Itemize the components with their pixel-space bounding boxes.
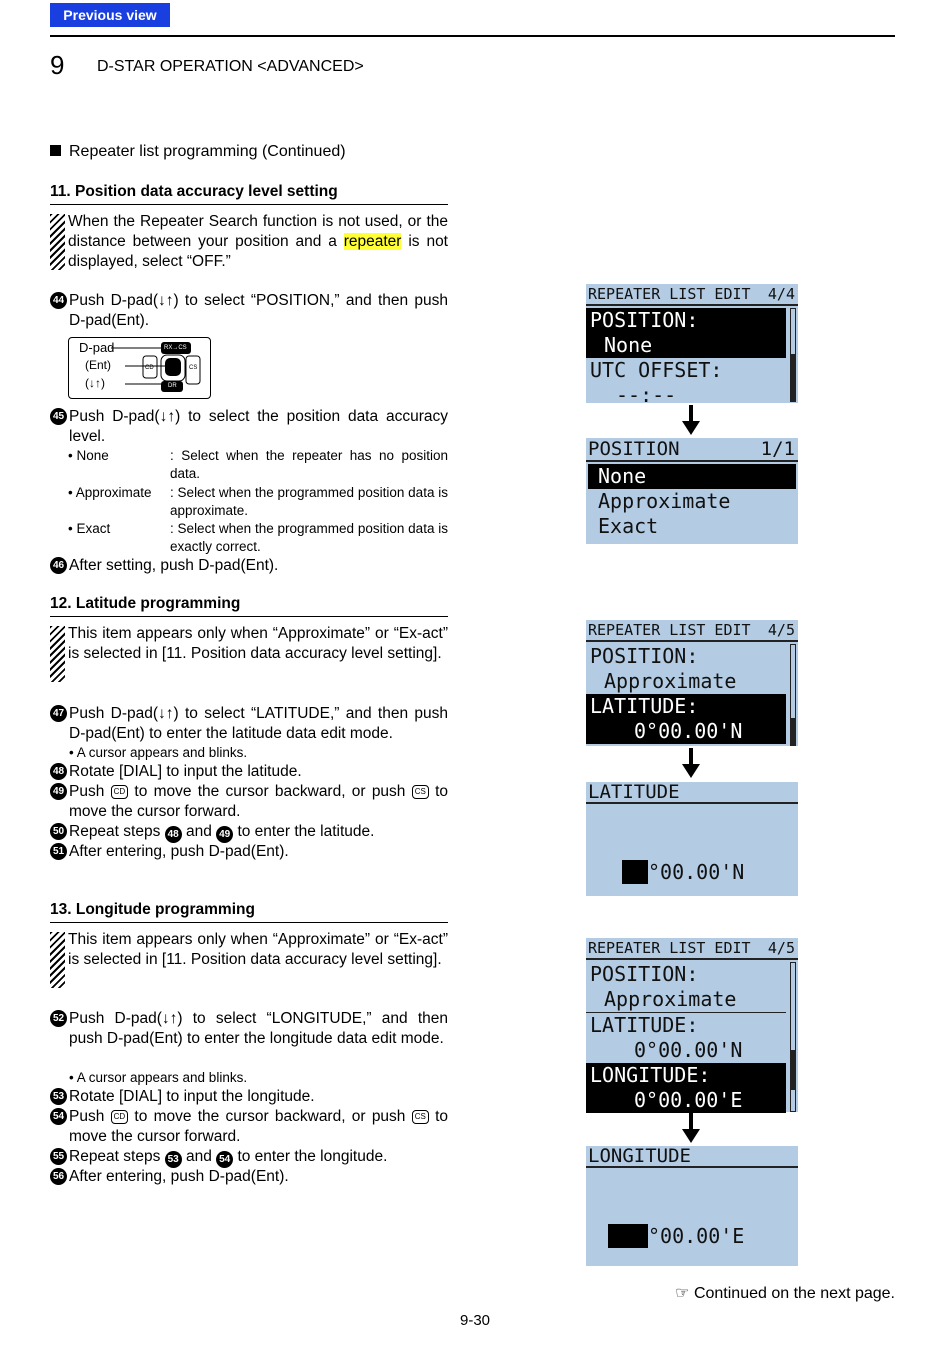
step-text: to enter the latitude.: [233, 823, 375, 840]
dpad-cs-label: CS: [189, 365, 198, 371]
step-text: After entering, push D-pad(Ent).: [69, 1168, 289, 1185]
lcd-row-position-value: Approximate: [604, 669, 737, 693]
step-45: [50, 407, 448, 447]
option-desc: : Select when the repeater has no position data.: [170, 448, 448, 481]
step-44: [50, 291, 448, 331]
step-48: [50, 762, 448, 782]
s13-note-text: This item appears only when “Approximate” or “Ex-act” is selected in [11. Position data accuracy level setting].: [68, 931, 448, 968]
step-text: Rotate [DIAL] to input the longitude.: [69, 1088, 315, 1105]
option-desc: : Select when the programmed position data is exactly correct.: [170, 521, 448, 554]
step-ref-icon: 53: [165, 1151, 182, 1168]
lcd-page: 4/5: [767, 621, 795, 639]
lcd-row-position: POSITION:: [590, 962, 699, 986]
section-title: [50, 143, 346, 161]
lcd-scrollbar-thumb: [791, 354, 795, 401]
step-number-icon: 50: [50, 823, 67, 840]
step-text: Push: [69, 783, 111, 800]
s13-note: [50, 930, 448, 970]
option-key: • Approximate: [68, 485, 152, 500]
step-number-icon: 53: [50, 1088, 67, 1105]
header-rule: [50, 35, 895, 37]
step-number-icon: 49: [50, 783, 67, 800]
s11-note: [50, 212, 448, 272]
cs-key-icon: CS: [412, 1110, 429, 1124]
step-51: [50, 842, 448, 862]
step-ref-icon: 49: [216, 826, 233, 843]
step-number-icon: 52: [50, 1010, 67, 1027]
s12-note: [50, 624, 448, 664]
step-text: to enter the longitude.: [233, 1148, 388, 1165]
step-54: [50, 1107, 448, 1147]
lcd-scrollbar-thumb: [791, 1050, 795, 1090]
step-number-icon: 56: [50, 1168, 67, 1185]
lcd-repeater-list-edit-1: [586, 284, 798, 407]
cd-key-icon: CD: [111, 1110, 129, 1124]
step-55: [50, 1147, 448, 1167]
step-text: Push D-pad(↓↑) to select “LONGITUDE,” and then push D-pad(Ent) to enter the longitude data edit mode.: [69, 1010, 448, 1047]
step-52: [50, 1009, 448, 1049]
option-none: [68, 447, 448, 483]
lcd-latitude-value: °00.00'N: [648, 860, 745, 884]
step-number-icon: 54: [50, 1108, 67, 1125]
lcd-row-latitude: LATITUDE:: [590, 1013, 699, 1037]
option-key: • Exact: [68, 521, 111, 536]
dpad-arrows-label: (↓↑): [85, 376, 105, 390]
s11-note-highlight: repeater: [343, 233, 402, 250]
cs-key-icon: CS: [412, 785, 429, 799]
lcd-title: POSITION: [588, 438, 680, 460]
s11-heading: 11. Position data accuracy level setting: [50, 183, 448, 205]
step-text: and: [181, 1148, 217, 1165]
step-number-icon: 51: [50, 843, 67, 860]
lcd-row-position: POSITION:: [590, 644, 699, 668]
option-approximate: [68, 484, 448, 520]
lcd-header: [586, 1146, 798, 1168]
lcd-row-position: POSITION:: [586, 308, 786, 333]
step-number-icon: 55: [50, 1148, 67, 1165]
lcd-header: [586, 284, 798, 306]
lcd-title: LONGITUDE: [588, 1145, 691, 1167]
lcd-title: LATITUDE: [588, 781, 680, 803]
s13-heading: 13. Longitude programming: [50, 901, 448, 923]
page-number: 9-30: [459, 1312, 491, 1329]
lcd-header: [586, 620, 798, 642]
cd-key-icon: CD: [111, 785, 129, 799]
s11-note-text-a: When the Repeater Search function is not used, or the distance between your position and a: [68, 213, 448, 250]
option-exact: [68, 520, 448, 556]
lcd-row-longitude: LONGITUDE:: [586, 1063, 786, 1088]
s12-heading: 12. Latitude programming: [50, 595, 448, 617]
lcd-row-utc-offset: UTC OFFSET:: [590, 358, 723, 382]
step-text: to move the cursor backward, or push: [128, 1108, 412, 1125]
dpad-label: D-pad: [79, 340, 115, 355]
lcd-row-position-value: Approximate: [586, 987, 786, 1013]
step-49: [50, 782, 448, 822]
step-text: Push D-pad(↓↑) to select “LATITUDE,” and then push D-pad(Ent) to enter the latitude data edit mode.: [69, 705, 448, 742]
lcd-row-latitude: LATITUDE:: [586, 694, 786, 719]
step-number-icon: 47: [50, 705, 67, 722]
lcd-row-latitude-value: 0°00.00'N: [586, 719, 786, 744]
step-text: to move the cursor forward.: [69, 1108, 448, 1145]
chapter-title: D-STAR OPERATION <ADVANCED>: [97, 58, 364, 75]
square-bullet-icon: [50, 145, 61, 156]
lcd-title: REPEATER LIST EDIT: [588, 939, 751, 957]
s12-bullet: • A cursor appears and blinks.: [69, 745, 248, 760]
dpad-ent-label: (Ent): [85, 358, 112, 372]
lcd-header: [586, 782, 798, 804]
step-text: to move the cursor backward, or push: [128, 783, 412, 800]
lcd-longitude-edit: [586, 1146, 798, 1266]
lcd-row-latitude-value: 0°00.00'N: [634, 1038, 743, 1062]
step-47: [50, 704, 448, 744]
s11-note-text-b: is not displayed, select “OFF.”: [68, 233, 448, 270]
step-text: to move the cursor forward.: [69, 783, 448, 820]
lcd-header: [586, 938, 798, 960]
lcd-latitude-edit: [586, 782, 798, 896]
lcd-title: REPEATER LIST EDIT: [588, 285, 751, 303]
step-number-icon: 48: [50, 763, 67, 780]
step-text: Push: [69, 1108, 111, 1125]
lcd-header: [586, 438, 798, 462]
lcd-scrollbar-thumb: [791, 718, 795, 745]
dpad-diagram: [68, 337, 211, 399]
option-key: • None: [68, 448, 109, 463]
lcd-title: REPEATER LIST EDIT: [588, 621, 751, 639]
step-50: [50, 822, 448, 842]
lcd-page: 1/1: [760, 438, 795, 460]
lcd-page: 4/4: [767, 285, 795, 303]
lcd-page: 4/5: [767, 939, 795, 957]
chapter-number: 9: [50, 50, 65, 80]
dpad-cd-label: CD: [145, 365, 154, 371]
dpad-dr-label: DR: [168, 383, 177, 389]
step-text: Push D-pad(↓↑) to select “POSITION,” and then push D-pad(Ent).: [69, 292, 448, 329]
step-number-icon: 44: [50, 292, 67, 309]
dpad-rxcs-label: RX→CS: [164, 345, 187, 351]
step-number-icon: 46: [50, 557, 67, 574]
note-hatch-icon: [50, 214, 65, 270]
lcd-option-approximate: Approximate: [598, 489, 731, 513]
lcd-repeater-list-edit-2: [586, 620, 798, 746]
lcd-repeater-list-edit-3: [586, 938, 798, 1112]
step-ref-icon: 54: [216, 1151, 233, 1168]
previous-view-button[interactable]: Previous view: [50, 3, 170, 27]
lcd-row-longitude-value: 0°00.00'E: [586, 1088, 786, 1113]
step-text: Repeat steps: [69, 823, 165, 840]
s13-bullet: • A cursor appears and blinks.: [69, 1070, 248, 1085]
step-text: Push D-pad(↓↑) to select the position data accuracy level.: [69, 408, 448, 445]
lcd-option-none: None: [588, 464, 796, 489]
step-number-icon: 45: [50, 408, 67, 425]
step-46: [50, 556, 448, 576]
step-53: [50, 1087, 448, 1107]
lcd-cursor: [608, 1224, 648, 1248]
step-text: and: [181, 823, 217, 840]
note-hatch-icon: [50, 626, 65, 682]
step-text: After entering, push D-pad(Ent).: [69, 843, 289, 860]
step-ref-icon: 48: [165, 826, 182, 843]
lcd-position-select: [586, 438, 798, 544]
lcd-row-utc-value: --:--: [616, 383, 677, 407]
continued-note: ☞ Continued on the next page.: [675, 1285, 895, 1302]
step-text: After setting, push D-pad(Ent).: [69, 557, 279, 574]
step-text: Rotate [DIAL] to input the latitude.: [69, 763, 302, 780]
s12-note-text: This item appears only when “Approximate” or “Ex-act” is selected in [11. Position data accuracy level setting].: [68, 625, 448, 662]
option-desc: : Select when the programmed position data is approximate.: [170, 485, 448, 518]
step-56: [50, 1167, 448, 1187]
lcd-longitude-value: °00.00'E: [648, 1224, 745, 1248]
step-text: Repeat steps: [69, 1148, 165, 1165]
section-title-text: Repeater list programming (Continued): [69, 143, 346, 160]
note-hatch-icon: [50, 932, 65, 988]
lcd-row-position-value: None: [586, 333, 786, 358]
lcd-cursor: [622, 860, 648, 884]
lcd-option-exact: Exact: [598, 514, 659, 538]
